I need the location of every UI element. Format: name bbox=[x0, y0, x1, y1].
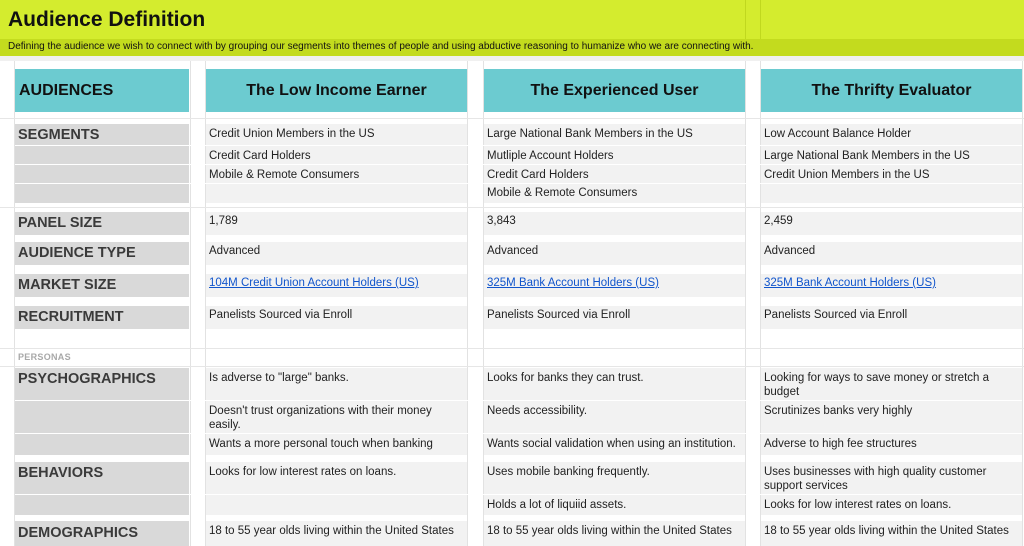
grid-line bbox=[0, 207, 1024, 208]
recruitment-value: Panelists Sourced via Enroll bbox=[764, 309, 908, 321]
audiences-header[interactable] bbox=[15, 69, 189, 112]
row-divider bbox=[15, 183, 1022, 184]
segment-item: Mobile & Remote Consumers bbox=[487, 187, 638, 199]
segments-label: SEGMENTS bbox=[18, 127, 100, 143]
demographics-label: DEMOGRAPHICS bbox=[18, 525, 139, 541]
psychographic-item: Looking for ways to save money or stretch a budget bbox=[764, 372, 989, 398]
behaviors-label: BEHAVIORS bbox=[18, 465, 104, 481]
grid-line bbox=[0, 118, 1024, 119]
behavior-item: Holds a lot of liquiid assets. bbox=[487, 499, 627, 511]
audiences-header-label: AUDIENCES bbox=[19, 81, 114, 99]
page-subtitle: Defining the audience we wish to connect with by grouping our segments into themes of people and using abductive reasoning to humanize who we are connecting with. bbox=[8, 41, 754, 52]
psychographic-item: Looks for banks they can trust. bbox=[487, 372, 644, 384]
psychographic-item: Wants a more personal touch when banking bbox=[209, 438, 433, 450]
psychographic-item: Needs accessibility. bbox=[487, 405, 588, 417]
row-divider bbox=[15, 145, 1022, 146]
panel-size-label: PANEL SIZE bbox=[18, 215, 103, 231]
behavior-item: Looks for low interest rates on loans. bbox=[209, 466, 397, 478]
market-size-label: MARKET SIZE bbox=[18, 277, 117, 293]
grid-line bbox=[0, 366, 1024, 367]
panel-size-value: 3,843 bbox=[487, 215, 516, 227]
panel-size-value: 2,459 bbox=[764, 215, 793, 227]
segment-item: Credit Union Members in the US bbox=[764, 169, 930, 181]
panel-size-cell-2[interactable] bbox=[484, 212, 745, 235]
demographics-value: 18 to 55 year olds living within the United States bbox=[764, 525, 1009, 537]
segment-item: Large National Bank Members in the US bbox=[487, 128, 693, 140]
grid-line bbox=[1022, 0, 1023, 546]
divider bbox=[0, 56, 1024, 61]
behavior-item: Uses businesses with high quality customer support services bbox=[764, 466, 987, 492]
psychographic-item: Adverse to high fee structures bbox=[764, 438, 917, 450]
title-divider bbox=[760, 0, 761, 39]
grid-line bbox=[467, 0, 468, 546]
title-divider bbox=[745, 0, 746, 39]
segment-item: Credit Card Holders bbox=[487, 169, 589, 181]
grid-line bbox=[0, 348, 1024, 349]
personas-section-label: PERSONAS bbox=[18, 352, 71, 362]
behavior-item: Looks for low interest rates on loans. bbox=[764, 499, 952, 511]
segment-item: Large National Bank Members in the US bbox=[764, 150, 970, 162]
demographics-value: 18 to 55 year olds living within the United States bbox=[487, 525, 732, 537]
panel-size-cell-1[interactable] bbox=[206, 212, 467, 235]
audience-type-label: AUDIENCE TYPE bbox=[18, 245, 136, 261]
row-divider bbox=[15, 433, 1022, 434]
psychographic-item: Wants social validation when using an institution. bbox=[487, 438, 736, 450]
segment-item: Mutliple Account Holders bbox=[487, 150, 614, 162]
recruitment-label: RECRUITMENT bbox=[18, 309, 124, 325]
panel-size-value: 1,789 bbox=[209, 215, 238, 227]
audience-header-3[interactable] bbox=[761, 69, 1022, 112]
audience-type-value: Advanced bbox=[764, 245, 816, 257]
grid-line bbox=[745, 0, 746, 546]
psychographic-item: Is adverse to "large" banks. bbox=[209, 372, 349, 384]
segment-item: Low Account Balance Holder bbox=[764, 128, 912, 140]
row-divider bbox=[15, 400, 1022, 401]
market-size-link[interactable]: 104M Credit Union Account Holders (US) bbox=[209, 277, 419, 289]
psychographic-item: Scrutinizes banks very highly bbox=[764, 405, 913, 417]
audience-header-1[interactable] bbox=[206, 69, 467, 112]
psychographics-label: PSYCHOGRAPHICS bbox=[18, 371, 156, 387]
panel-size-cell-3[interactable] bbox=[761, 212, 1022, 235]
behavior-item: Uses mobile banking frequently. bbox=[487, 466, 650, 478]
segment-item: Credit Card Holders bbox=[209, 150, 311, 162]
audience-name: The Low Income Earner bbox=[246, 81, 427, 99]
recruitment-value: Panelists Sourced via Enroll bbox=[209, 309, 353, 321]
audience-name: The Thrifty Evaluator bbox=[811, 81, 972, 99]
audience-type-value: Advanced bbox=[209, 245, 261, 257]
psychographic-item: Doesn't trust organizations with their money easily. bbox=[209, 405, 432, 431]
recruitment-value: Panelists Sourced via Enroll bbox=[487, 309, 631, 321]
segment-item: Mobile & Remote Consumers bbox=[209, 169, 360, 181]
market-size-link[interactable]: 325M Bank Account Holders (US) bbox=[764, 277, 936, 289]
demographics-value: 18 to 55 year olds living within the United States bbox=[209, 525, 454, 537]
grid-line bbox=[190, 0, 191, 546]
segment-item: Credit Union Members in the US bbox=[209, 128, 375, 140]
audience-header-2[interactable] bbox=[484, 69, 745, 112]
market-size-link[interactable]: 325M Bank Account Holders (US) bbox=[487, 277, 659, 289]
audience-type-value: Advanced bbox=[487, 245, 539, 257]
row-divider bbox=[15, 494, 1022, 495]
page-title: Audience Definition bbox=[8, 8, 206, 31]
row-divider bbox=[15, 164, 1022, 165]
audience-name: The Experienced User bbox=[530, 81, 699, 99]
